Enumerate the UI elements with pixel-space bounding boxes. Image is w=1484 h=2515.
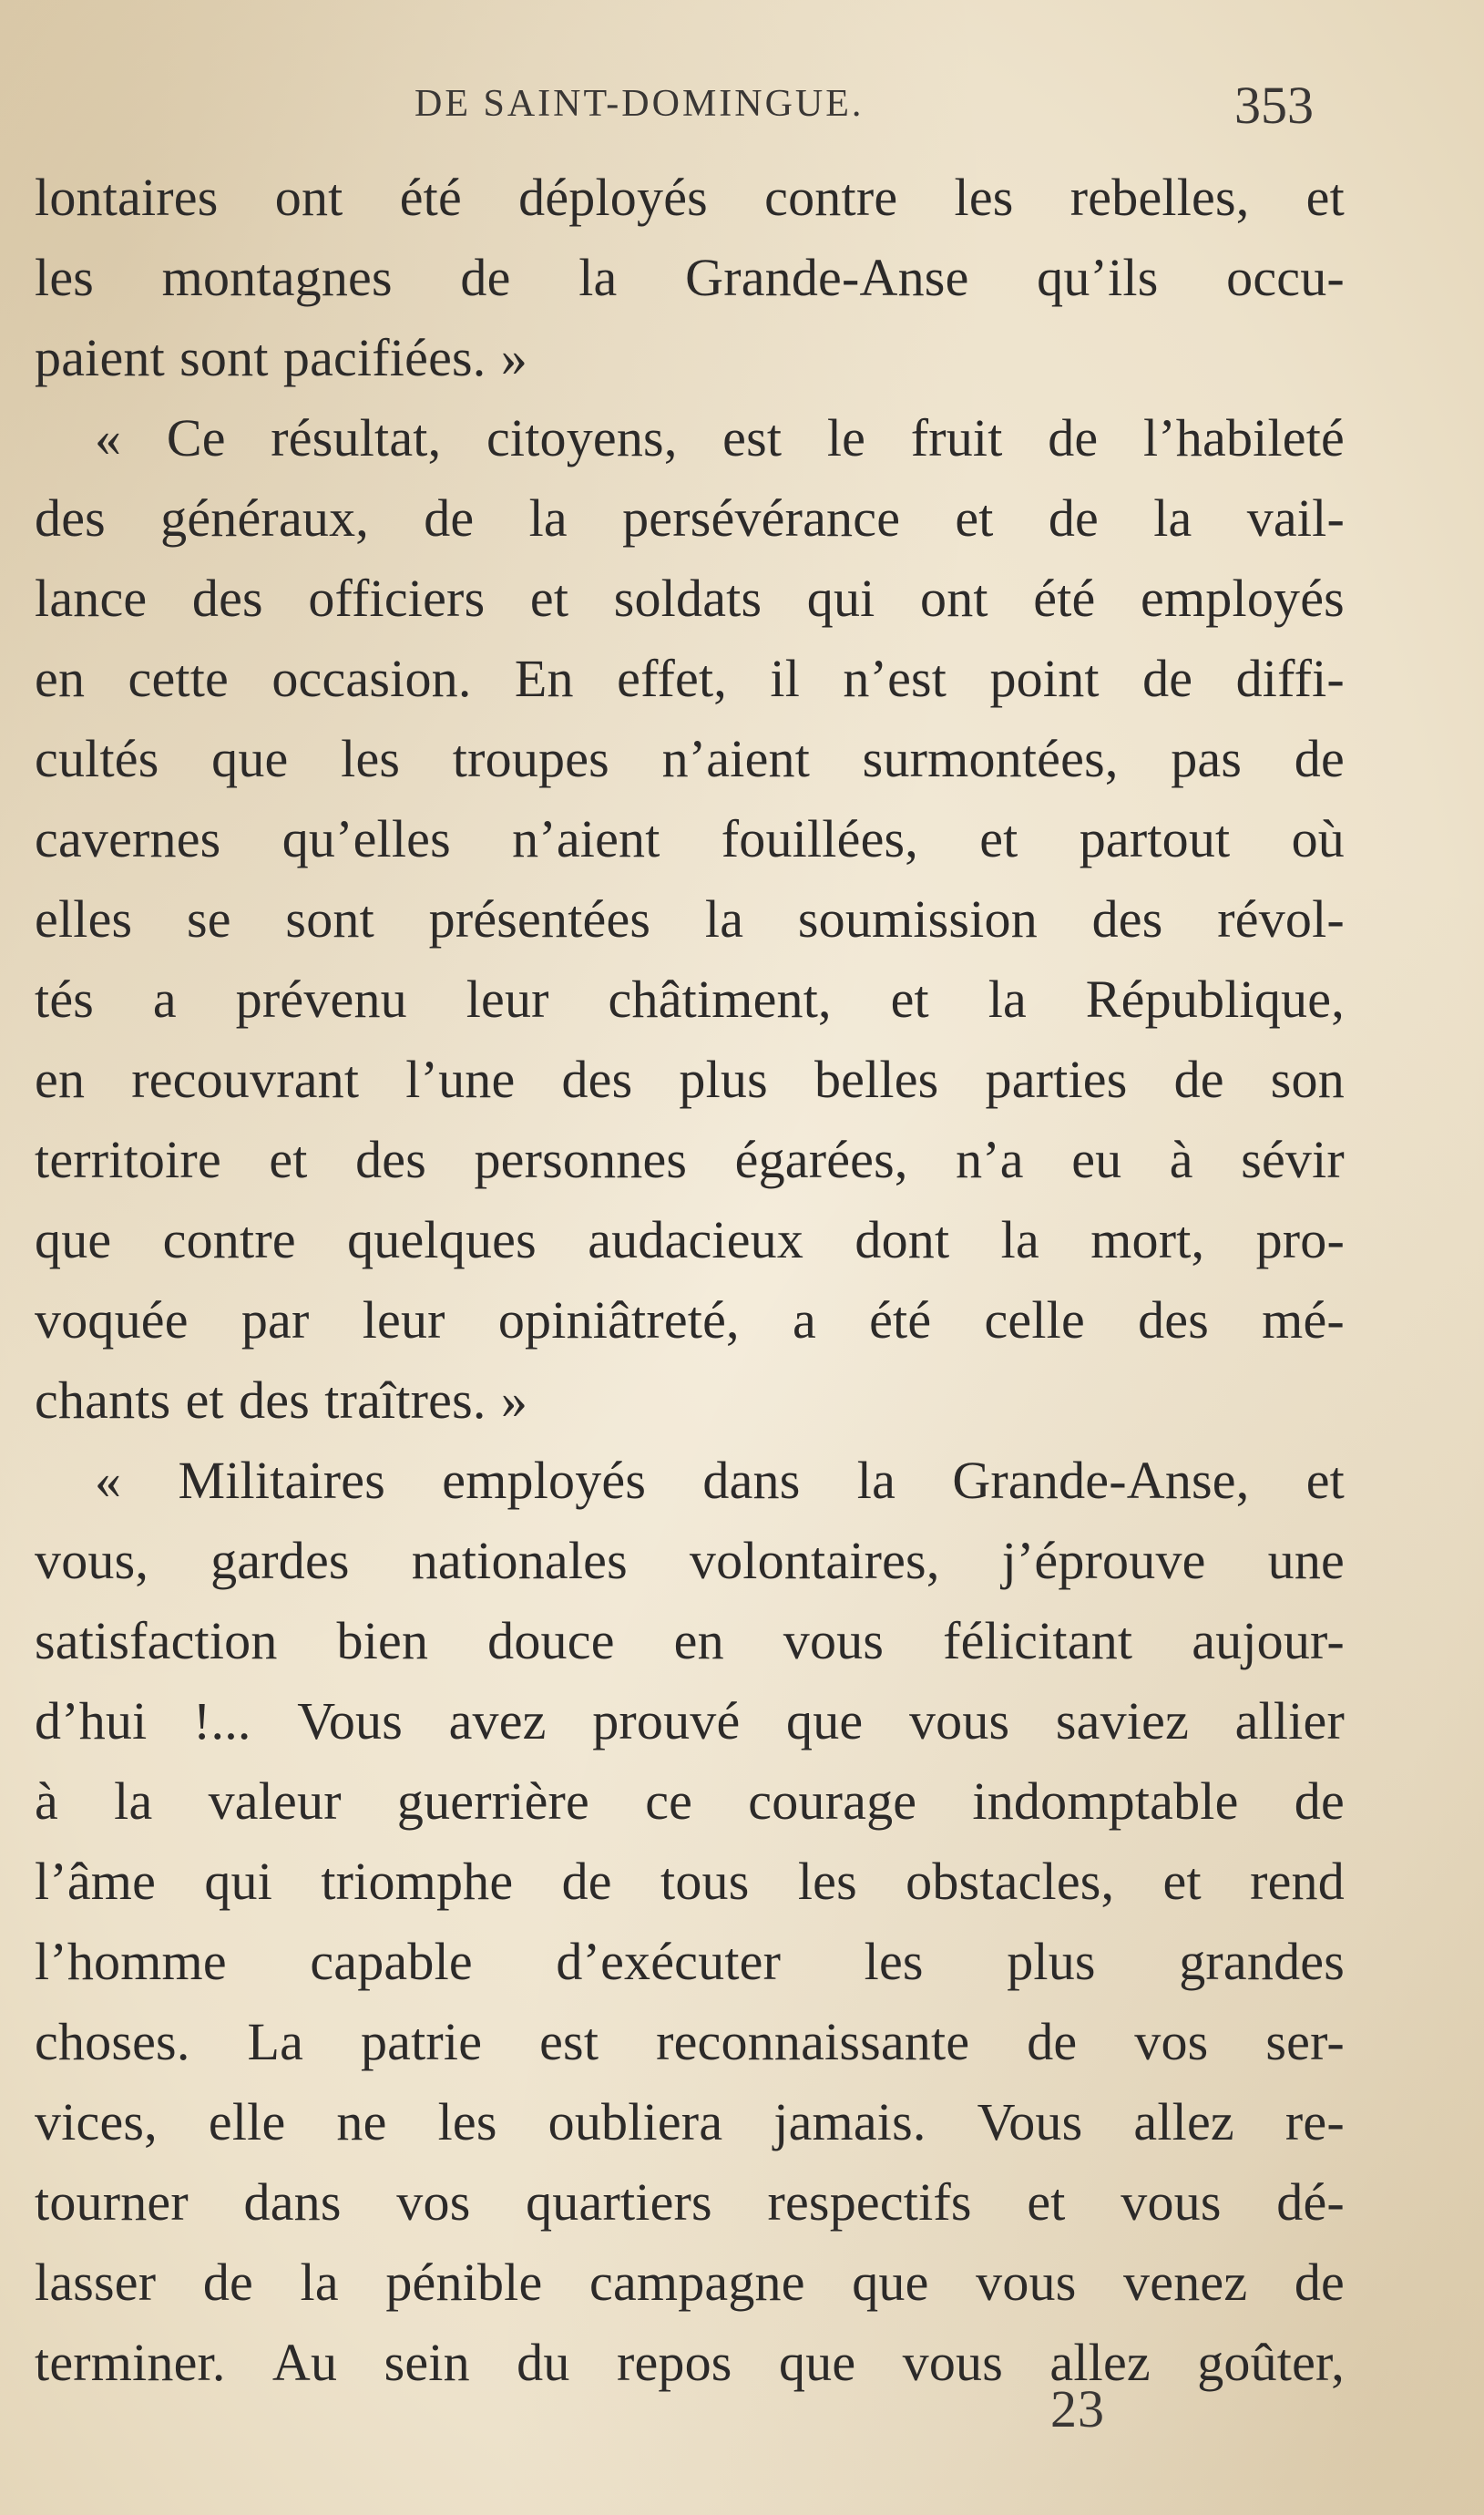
word: leur	[466, 970, 549, 1029]
word: rebelles,	[1070, 168, 1250, 227]
signature-mark: 23	[1050, 2379, 1105, 2438]
word: d’hui	[35, 1691, 148, 1750]
word: fouillées,	[721, 809, 918, 868]
word: l’une	[405, 1050, 516, 1109]
word: que	[778, 2333, 856, 2392]
word: où	[1291, 809, 1345, 868]
word: des	[35, 488, 106, 548]
word: celle	[984, 1290, 1085, 1350]
word: la	[114, 1771, 153, 1831]
word: et	[185, 1370, 224, 1430]
word: allez	[1049, 2333, 1151, 2392]
word: valeur	[208, 1771, 342, 1831]
word: dans	[243, 2172, 342, 2232]
word: venez	[1123, 2253, 1248, 2312]
word: dans	[702, 1451, 801, 1510]
word: patrie	[360, 2012, 483, 2071]
word: belles	[814, 1050, 939, 1109]
word: et	[269, 1130, 308, 1189]
word: et	[890, 970, 929, 1029]
word: respectifs	[767, 2172, 972, 2232]
word: lasser	[35, 2253, 157, 2312]
word: citoyens,	[486, 408, 678, 467]
word: la	[300, 2253, 339, 2312]
word: avez	[448, 1691, 547, 1750]
word: déployés	[518, 168, 708, 227]
word: vos	[396, 2172, 471, 2232]
word: qu’ils	[1037, 248, 1159, 307]
word: dont	[855, 1210, 950, 1269]
word: en	[35, 649, 86, 708]
word: voquée	[35, 1290, 189, 1350]
word: nationales	[411, 1531, 628, 1590]
word: volontaires,	[689, 1531, 940, 1590]
word: douce	[487, 1611, 615, 1670]
word: aujour-	[1192, 1611, 1345, 1670]
word: campagne	[589, 2253, 805, 2312]
text-line	[35, 879, 1345, 960]
word: eu	[1071, 1130, 1122, 1189]
word: en	[35, 1050, 86, 1109]
text-line	[35, 398, 1345, 478]
word: de	[460, 248, 511, 307]
word: ont	[920, 569, 988, 628]
text-line	[35, 1441, 1345, 1521]
word: saviez	[1055, 1691, 1190, 1750]
word: personnes	[474, 1130, 688, 1189]
word: diffi-	[1235, 649, 1345, 708]
word: République,	[1085, 970, 1345, 1029]
word: choses.	[35, 2012, 190, 2071]
word: grandes	[1179, 1932, 1345, 1991]
word: re-	[1284, 2092, 1345, 2151]
text-line	[35, 1601, 1345, 1681]
word: généraux,	[160, 488, 369, 548]
word: »	[500, 1370, 528, 1430]
word: les	[35, 248, 95, 307]
word: que	[852, 2253, 929, 2312]
text-line	[35, 2002, 1345, 2082]
word: du	[517, 2333, 570, 2392]
word: cultés	[35, 729, 159, 788]
word: résultat,	[271, 408, 442, 467]
word: persévérance	[622, 488, 901, 548]
word: !...	[193, 1691, 251, 1750]
word: des	[1091, 889, 1163, 949]
word: guerrière	[396, 1771, 589, 1831]
word: vices,	[35, 2092, 158, 2151]
word: oubliera	[548, 2092, 723, 2151]
word: qui	[204, 1852, 273, 1911]
word: vous	[908, 1691, 1010, 1750]
text-line	[35, 1280, 1345, 1360]
word: de	[1294, 2253, 1345, 2312]
word: lontaires	[35, 168, 219, 227]
word: sévir	[1241, 1130, 1345, 1189]
word: a	[792, 1290, 816, 1350]
word: cavernes	[35, 809, 221, 868]
word: et	[1027, 2172, 1066, 2232]
word: vail-	[1246, 488, 1345, 548]
running-title: DE SAINT-DOMINGUE.	[414, 83, 865, 125]
word: cette	[128, 649, 229, 708]
word: soumission	[797, 889, 1038, 949]
text-line	[35, 318, 1345, 398]
word: été	[1033, 569, 1096, 628]
running-head	[0, 75, 1484, 139]
word: n’est	[843, 649, 947, 708]
text-line	[35, 719, 1345, 799]
word: de	[561, 1852, 612, 1911]
text-line	[35, 1521, 1345, 1601]
word: qu’elles	[281, 809, 451, 868]
word: occu-	[1226, 248, 1345, 307]
word: contre	[764, 168, 898, 227]
word: mort,	[1090, 1210, 1205, 1269]
word: bien	[336, 1611, 429, 1670]
word: vos	[1134, 2012, 1209, 2071]
word: plus	[1007, 1932, 1096, 1991]
word: repos	[616, 2333, 732, 2392]
word: révol-	[1217, 889, 1345, 949]
text-line	[35, 1681, 1345, 1761]
word: le	[826, 408, 866, 467]
word: terminer.	[35, 2333, 226, 2392]
word: il	[770, 649, 801, 708]
text-line	[35, 1761, 1345, 1842]
word: et	[979, 809, 1018, 868]
word: son	[1270, 1050, 1345, 1109]
word: occasion.	[271, 649, 472, 708]
word: «	[95, 1451, 122, 1510]
word: égarées,	[734, 1130, 908, 1189]
word: capable	[310, 1932, 473, 1991]
word: ont	[274, 168, 343, 227]
word: territoire	[35, 1130, 221, 1189]
word: et	[1305, 168, 1345, 227]
word: paient	[35, 328, 165, 387]
word: vous	[902, 2333, 1004, 2392]
text-line	[35, 1120, 1345, 1200]
word: Grande-Anse,	[952, 1451, 1250, 1510]
word: châtiment,	[608, 970, 832, 1029]
word: elle	[208, 2092, 286, 2151]
word: les	[954, 168, 1014, 227]
text-line	[35, 478, 1345, 559]
word: lance	[35, 569, 148, 628]
text-line	[35, 2243, 1345, 2323]
word: Ce	[166, 408, 226, 467]
word: de	[1294, 729, 1345, 788]
word: pro-	[1255, 1210, 1345, 1269]
word: ser-	[1265, 2012, 1345, 2071]
word: rend	[1250, 1852, 1345, 1911]
word: chants	[35, 1370, 171, 1430]
word: ne	[336, 2092, 387, 2151]
word: de	[1027, 2012, 1078, 2071]
word: l’homme	[35, 1932, 227, 1991]
text-line	[35, 1360, 1345, 1441]
word: des	[239, 1370, 311, 1430]
word: quelques	[347, 1210, 537, 1269]
word: et	[529, 569, 569, 628]
word: des	[355, 1130, 426, 1189]
word: plus	[679, 1050, 768, 1109]
word: à	[1169, 1130, 1193, 1189]
word: une	[1267, 1531, 1345, 1590]
word: de	[1048, 408, 1099, 467]
word: j’éprouve	[1001, 1531, 1206, 1590]
word: mé-	[1262, 1290, 1345, 1350]
text-line	[35, 2323, 1345, 2403]
text-line	[35, 1922, 1345, 2002]
word: employés	[1141, 569, 1345, 628]
text-line	[35, 960, 1345, 1040]
word: que	[35, 1210, 112, 1269]
word: l’habileté	[1142, 408, 1345, 467]
page-number: 353	[1234, 76, 1314, 135]
word: contre	[162, 1210, 296, 1269]
word: la	[1153, 488, 1192, 548]
word: indomptable	[972, 1771, 1239, 1831]
word: Vous	[977, 2092, 1083, 2151]
word: vous	[783, 1611, 885, 1670]
word: et	[1162, 1852, 1202, 1911]
word: vous	[1121, 2172, 1222, 2232]
word: leur	[362, 1290, 445, 1350]
text-line	[35, 1200, 1345, 1280]
word: de	[424, 488, 475, 548]
word: courage	[748, 1771, 917, 1831]
word: La	[247, 2012, 304, 2071]
word: qui	[806, 569, 875, 628]
word: par	[241, 1290, 310, 1350]
word: jamais.	[773, 2092, 926, 2151]
word: pacifiées.	[282, 328, 486, 387]
word: est	[539, 2012, 599, 2071]
word: effet,	[617, 649, 728, 708]
word: allier	[1234, 1691, 1345, 1750]
word: soldats	[613, 569, 762, 628]
word: allez	[1133, 2092, 1234, 2151]
word: Militaires	[178, 1451, 385, 1510]
word: la	[988, 970, 1027, 1029]
word: employés	[442, 1451, 647, 1510]
word: goûter,	[1197, 2333, 1345, 2392]
word: obstacles,	[906, 1852, 1115, 1911]
word: tous	[660, 1852, 750, 1911]
word: de	[1142, 649, 1193, 708]
word: les	[437, 2092, 497, 2151]
body-text	[35, 158, 1345, 2403]
word: l’âme	[35, 1852, 157, 1911]
word: reconnaissante	[656, 2012, 970, 2071]
word: n’a	[956, 1130, 1024, 1189]
word: opiniâtreté,	[497, 1290, 740, 1350]
word: la	[704, 889, 744, 949]
word: sont	[285, 889, 374, 949]
word: Grande-Anse	[685, 248, 969, 307]
word: Au	[271, 2333, 338, 2392]
word: vous	[976, 2253, 1077, 2312]
word: audacieux	[588, 1210, 804, 1269]
word: prouvé	[592, 1691, 741, 1750]
word: été	[869, 1290, 932, 1350]
word: prévenu	[235, 970, 407, 1029]
word: pas	[1171, 729, 1243, 788]
word: félicitant	[943, 1611, 1133, 1670]
word: gardes	[210, 1531, 350, 1590]
word: les	[797, 1852, 857, 1911]
word: de	[1294, 1771, 1345, 1831]
word: satisfaction	[35, 1611, 278, 1670]
word: de	[1048, 488, 1099, 548]
word: vous,	[35, 1531, 149, 1590]
word: d’exécuter	[556, 1932, 782, 1991]
word: la	[856, 1451, 896, 1510]
word: en	[673, 1611, 724, 1670]
word: quartiers	[526, 2172, 712, 2232]
word: fruit	[910, 408, 1003, 467]
word: surmontées,	[862, 729, 1119, 788]
word: Vous	[297, 1691, 403, 1750]
word: n’aient	[661, 729, 811, 788]
word: de	[1173, 1050, 1224, 1109]
word: la	[1000, 1210, 1039, 1269]
word: et	[955, 488, 994, 548]
word: que	[211, 729, 289, 788]
word: elles	[35, 889, 133, 949]
text-line	[35, 1040, 1345, 1120]
word: partout	[1079, 809, 1231, 868]
word: officiers	[308, 569, 486, 628]
word: dé-	[1276, 2172, 1345, 2232]
text-line	[35, 559, 1345, 639]
word: parties	[985, 1050, 1128, 1109]
word: ce	[645, 1771, 693, 1831]
word: tourner	[35, 2172, 189, 2232]
word: tés	[35, 970, 95, 1029]
word: la	[578, 248, 618, 307]
word: traîtres.	[324, 1370, 486, 1430]
word: «	[95, 408, 122, 467]
word: n’aient	[512, 809, 660, 868]
text-line	[35, 158, 1345, 238]
word: triomphe	[321, 1852, 514, 1911]
word: est	[722, 408, 783, 467]
word: montagnes	[161, 248, 393, 307]
word: des	[191, 569, 263, 628]
word: recouvrant	[131, 1050, 360, 1109]
word: des	[561, 1050, 633, 1109]
word: »	[500, 328, 527, 387]
text-line	[35, 639, 1345, 719]
word: la	[528, 488, 568, 548]
word: sein	[384, 2333, 470, 2392]
word: de	[202, 2253, 253, 2312]
word: été	[399, 168, 462, 227]
text-line	[35, 2082, 1345, 2162]
word: les	[864, 1932, 924, 1991]
word: que	[786, 1691, 864, 1750]
word: troupes	[452, 729, 609, 788]
word: des	[1138, 1290, 1209, 1350]
word: point	[989, 649, 1100, 708]
word: se	[187, 889, 231, 949]
text-line	[35, 1842, 1345, 1922]
text-line	[35, 2162, 1345, 2243]
text-line	[35, 238, 1345, 318]
word: pénible	[385, 2253, 543, 2312]
word: à	[35, 1771, 58, 1831]
word: et	[1305, 1451, 1345, 1510]
word: les	[341, 729, 401, 788]
word: En	[514, 649, 574, 708]
word: sont	[179, 328, 269, 387]
word: présentées	[428, 889, 651, 949]
text-line	[35, 799, 1345, 879]
word: a	[152, 970, 177, 1029]
